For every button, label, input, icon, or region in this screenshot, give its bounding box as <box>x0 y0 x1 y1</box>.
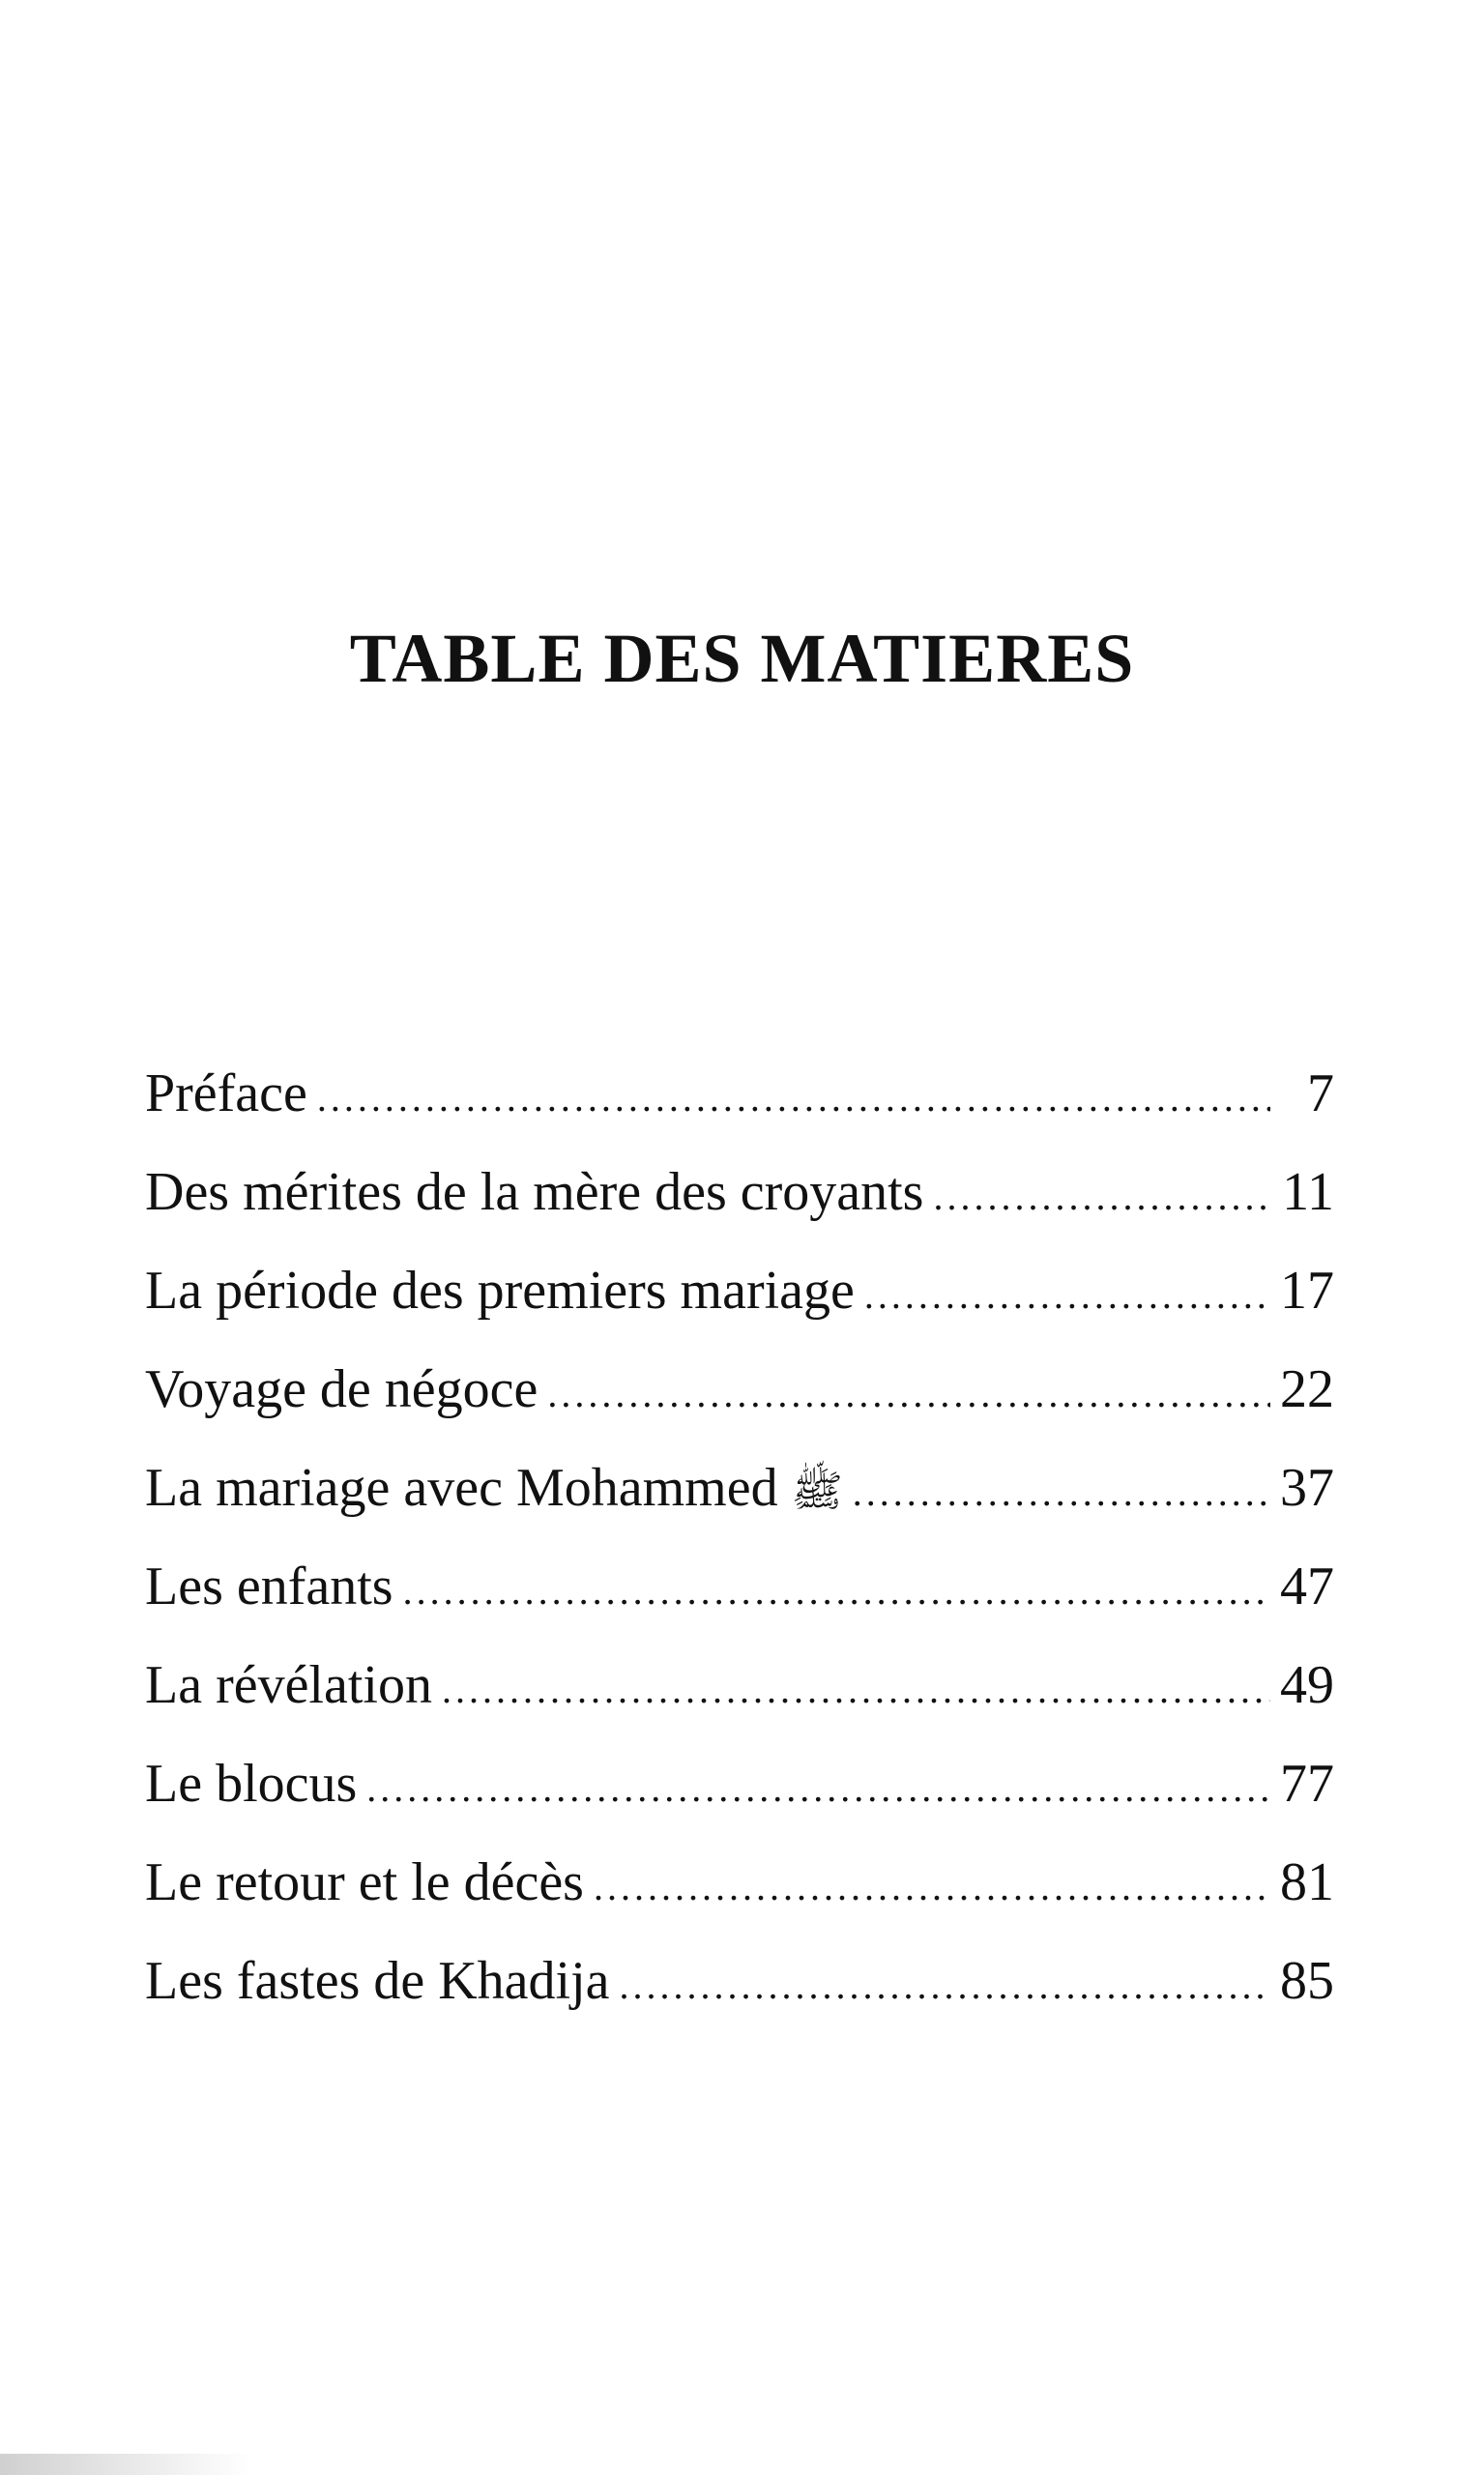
dot-leader <box>619 1936 1270 2035</box>
toc-entry-title: La mariage avec Mohammed <box>145 1458 778 1518</box>
toc-entry-page: 85 <box>1280 1951 1334 2011</box>
dot-leader <box>933 1148 1270 1246</box>
toc-entry-page: 11 <box>1282 1162 1334 1222</box>
toc-entry <box>145 1044 1334 1143</box>
toc-entry-page: 81 <box>1280 1852 1334 1912</box>
toc-entry-page: 49 <box>1280 1655 1334 1715</box>
toc-entry <box>145 1537 1334 1636</box>
toc-entry <box>145 1340 1334 1439</box>
page-edge-shadow <box>0 2454 251 2475</box>
toc-entry-title: Le blocus <box>145 1754 358 1814</box>
toc-entry-title: Les enfants <box>145 1557 393 1616</box>
toc-entry-title: La période des premiers mariage <box>145 1261 855 1321</box>
dot-leader <box>547 1345 1270 1443</box>
toc-entry <box>145 1734 1334 1833</box>
toc-entry <box>145 1932 1334 2030</box>
toc-entry-title: La révélation <box>145 1655 432 1715</box>
toc-entry-page: 22 <box>1280 1359 1334 1419</box>
toc-entry-page: 77 <box>1280 1754 1334 1814</box>
toc-entry-title: Le retour et le décès <box>145 1852 584 1912</box>
toc-entry <box>145 1241 1334 1340</box>
dot-leader <box>853 1443 1270 1542</box>
page-title: TABLE DES MATIERES <box>349 620 1135 697</box>
dot-leader <box>864 1246 1270 1345</box>
toc-entry-page: 47 <box>1280 1557 1334 1616</box>
toc-entry <box>145 1636 1334 1734</box>
dot-leader <box>403 1542 1270 1641</box>
table-of-contents <box>145 1044 1334 2030</box>
toc-entry <box>145 1143 1334 1241</box>
toc-entry-title: Voyage de négoce <box>145 1359 538 1419</box>
salawat-mark: ﷺ <box>791 1468 843 1515</box>
toc-entry-title: Les fastes de Khadija <box>145 1951 610 2011</box>
toc-entry <box>145 1833 1334 1932</box>
toc-entry-title: Des mérites de la mère des croyants <box>145 1162 924 1222</box>
dot-leader <box>317 1049 1270 1148</box>
toc-entry <box>145 1439 1334 1537</box>
toc-entry-page: 37 <box>1280 1458 1334 1518</box>
dot-leader <box>442 1641 1270 1739</box>
dot-leader <box>594 1838 1270 1936</box>
toc-entry-page: 17 <box>1280 1261 1334 1321</box>
dot-leader <box>366 1739 1270 1838</box>
toc-entry-title: Préface <box>145 1063 307 1123</box>
toc-entry-page: 7 <box>1307 1063 1334 1123</box>
